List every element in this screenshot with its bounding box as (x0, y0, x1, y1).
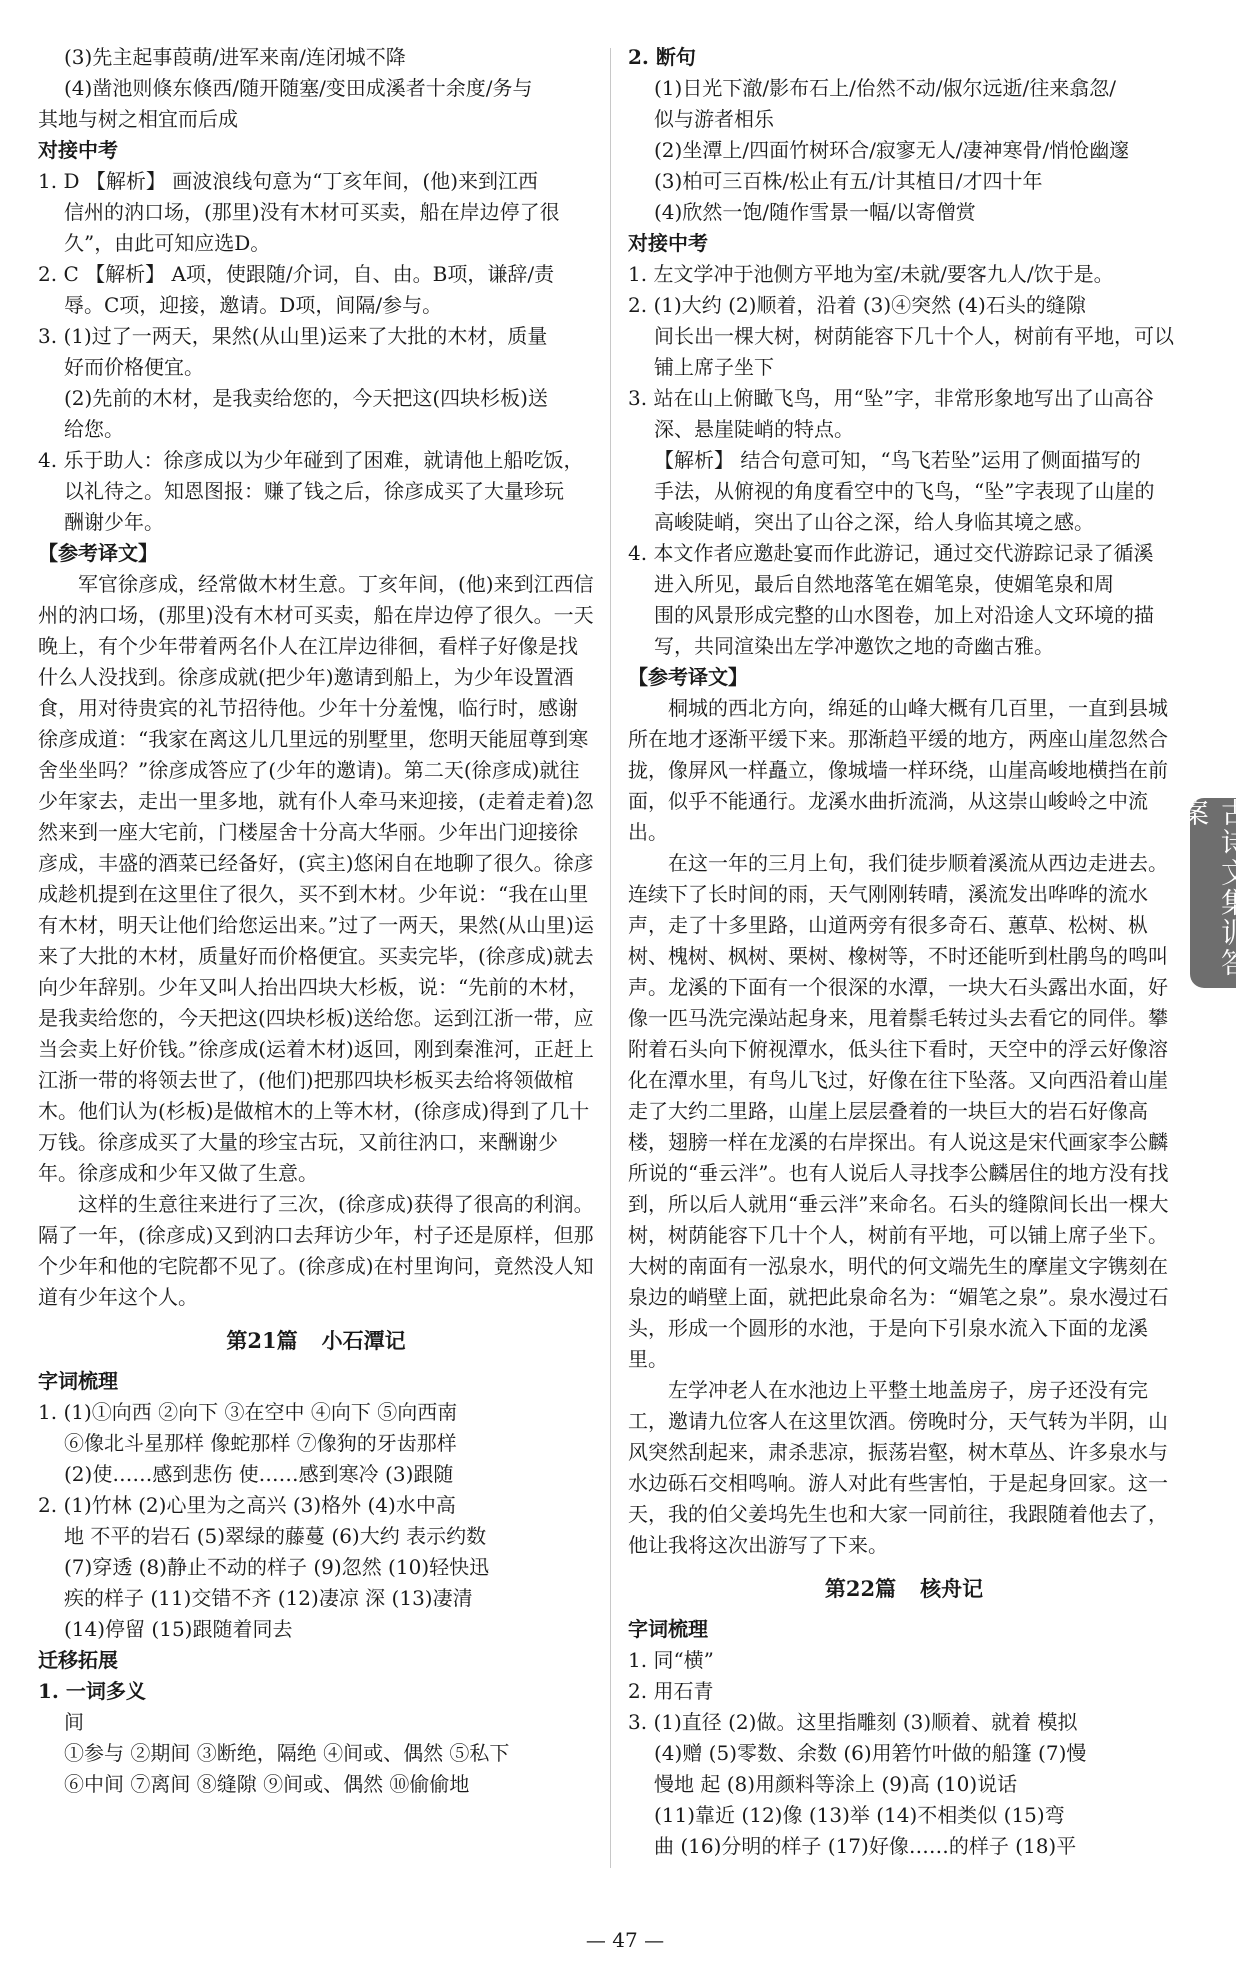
answer-line: 2. C 【解析】 A项，使跟随/介词，自、由。B项，谦辞/责 (38, 262, 555, 286)
answer-line: 以礼待之。知恩图报：赚了钱之后，徐彦成买了大量珍玩 (64, 479, 564, 503)
answer-line: (4)赠 (5)零数、余数 (6)用箬竹叶做的船篷 (7)慢 (654, 1741, 1087, 1765)
answer-line: 【解析】 结合句意可知，“鸟飞若坠”运用了侧面描写的 (654, 448, 1141, 472)
answer-line: 给您。 (64, 417, 124, 441)
answer-line: (14)停留 (15)跟随着同去 (64, 1617, 293, 1641)
answer-line: 1. 一词多义 (38, 1679, 146, 1703)
translation-paragraph: 军官徐彦成，经常做木材生意。丁亥年间，(他)来到江西信州的汭口场，(那里)没有木材可买卖，船在岸边停了很久。一天晚上，有个少年带着两名仆人在江岸边徘徊，看样子好像是找什么人没找到。徐彦成就(把少年)邀请到船上，为少年设置酒食，用对待贵宾的礼节招待他。少年十分羞愧，临行时，感谢徐彦成道：“我家在离这儿几里远的别墅里，您明天能屈尊到寒舍坐坐吗？”徐彦成答应了(少年的邀请)。第二天(徐彦成)就往少年家去，走出一里多地，就有仆人牵马来迎接，(走着走着)忽然来到一座大宅前，门楼屋舍十分高大华丽。少年出门迎接徐彦成，丰盛的酒菜已经备好，(宾主)悠闲自在地聊了很久。徐彦成趁机提到在这里住了很久，买不到木材。少年说：“我在山里有木材，明天让他们给您运出来。”过了一两天，果然(从山里)运来了大批的木材，质量好而价格便宜。买卖完毕，(徐彦成)就去向少年辞别。少年又叫人抬出四块大杉板，说：“先前的木材，是我卖给您的，今天把这(四块杉板)送给您。运到江浙一带，应当会卖上好价钱。”徐彦成(运着木材)返回，刚到秦淮河，正赶上江浙一带的将领去世了，(他们)把那四块杉板买去给将领做棺木。他们认为(杉板)是做棺木的上等木材，(徐彦成)得到了几十万钱。徐彦成买了大量的珍宝古玩，又前往汭口，来酬谢少年。徐彦成和少年又做了生意。 (38, 572, 594, 1185)
answer-line: 2. 用石青 (628, 1679, 714, 1703)
right-column (628, 42, 1180, 1862)
answer-line: 4. 乐于助人：徐彦成以为少年碰到了困难，就请他上船吃饭， (38, 448, 584, 472)
answer-line: ⑥中间 ⑦离间 ⑧缝隙 ⑨间或、偶然 ⑩偷偷地 (64, 1772, 470, 1796)
section-heading: 字词梳理 (628, 1617, 708, 1641)
answer-line: (2)坐潭上/四面竹树环合/寂寥无人/凄神寒骨/悄怆幽邃 (654, 138, 1130, 162)
answer-line: 地 不平的岩石 (5)翠绿的藤蔓 (6)大约 表示约数 (64, 1524, 487, 1548)
answer-line: 进入所见，最后自然地落笔在媚笔泉，使媚笔泉和周 (654, 572, 1114, 596)
answer-line: (3)先主起事葭萌/进军来南/连闭城不降 (64, 45, 406, 69)
answer-line: 围的风景形成完整的山水图卷，加上对沿途人文环境的描 (654, 603, 1154, 627)
chapter-title: 核舟记 (920, 1576, 984, 1601)
answer-line: 辱。C项，迎接，邀请。D项，间隔/参与。 (64, 293, 443, 317)
answer-line: 2. 断句 (628, 45, 696, 69)
answer-line: 曲 (16)分明的样子 (17)好像……的样子 (18)平 (654, 1834, 1077, 1858)
answer-line: 3. 站在山上俯瞰飞鸟，用“坠”字，非常形象地写出了山高谷 (628, 386, 1154, 410)
answer-line: 间 (64, 1710, 84, 1734)
answer-line: (7)穿透 (8)静止不动的样子 (9)忽然 (10)轻快迅 (64, 1555, 490, 1579)
answer-line: 2. (1)大约 (2)顺着，沿着 (3)④突然 (4)石头的缝隙 (628, 293, 1086, 317)
column-divider (610, 48, 611, 1868)
chapter-heading (38, 1325, 594, 1356)
answer-line: 慢地 起 (8)用颜料等涂上 (9)高 (10)说话 (654, 1772, 1018, 1796)
answer-line: ⑥像北斗星那样 像蛇那样 ⑦像狗的牙齿那样 (64, 1431, 457, 1455)
answer-line: 间长出一棵大树，树荫能容下几十个人，树前有平地，可以 (654, 324, 1174, 348)
page-number: — 47 — (585, 1928, 665, 1952)
answer-line: 写，共同渲染出左学冲邀饮之地的奇幽古雅。 (654, 634, 1054, 658)
left-column (38, 42, 594, 1800)
answer-line: 1. D 【解析】 画波浪线句意为“丁亥年间，(他)来到江西 (38, 169, 539, 193)
answer-line: 3. (1)直径 (2)做。这里指雕刻 (3)顺着、就着 模拟 (628, 1710, 1078, 1734)
answer-line: (3)柏可三百株/松止有五/计其植日/才四十年 (654, 169, 1043, 193)
answer-line: 似与游者相乐 (654, 107, 774, 131)
answer-line: 久”，由此可知应选D。 (64, 231, 271, 255)
answer-line: 信州的汭口场，(那里)没有木材可买卖，船在岸边停了很 (64, 200, 560, 224)
section-heading: 字词梳理 (38, 1369, 118, 1393)
answer-line: 1. 左文学冲于池侧方平地为室/未就/要客九人/饮于是。 (628, 262, 1114, 286)
answer-line: (2)先前的木材，是我卖给您的，今天把这(四块杉板)送 (64, 386, 548, 410)
answer-line: (4)凿池则倏东倏西/随开随塞/变田成溪者十余度/务与 (64, 76, 533, 100)
answer-line: ①参与 ②期间 ③断绝，隔绝 ④间或、偶然 ⑤私下 (64, 1741, 510, 1765)
answer-line: 深、悬崖陡峭的特点。 (654, 417, 854, 441)
section-heading: 对接中考 (628, 231, 708, 255)
answer-line: 好而价格便宜。 (64, 355, 204, 379)
chapter-number: 第21篇 (226, 1328, 298, 1353)
answer-line: 疾的样子 (11)交错不齐 (12)凄凉 深 (13)凄清 (64, 1586, 473, 1610)
translation-paragraph: 左学冲老人在水池边上平整土地盖房子，房子还没有完工，邀请九位客人在这里饮酒。傍晚时分，天气转为半阴，山风突然刮起来，肃杀悲凉，振荡岩壑，树木草丛、许多泉水与水边砾石交相鸣响。游人对此有些害怕，于是起身回家。这一天，我的伯父姜坞先生也和大家一同前往，我跟随着他去了，他让我将这次出游写了下来。 (628, 1378, 1168, 1557)
answer-line: 3. (1)过了一两天，果然(从山里)运来了大批的木材，质量 (38, 324, 548, 348)
chapter-title: 小石潭记 (321, 1328, 406, 1353)
answer-line: (11)靠近 (12)像 (13)举 (14)不相类似 (15)弯 (654, 1803, 1065, 1827)
answer-line: (2)使……感到悲伤 使……感到寒冷 (3)跟随 (64, 1462, 454, 1486)
answer-line: 铺上席子坐下 (654, 355, 774, 379)
section-heading: 迁移拓展 (38, 1648, 118, 1672)
answer-line: 手法，从俯视的角度看空中的飞鸟，“坠”字表现了山崖的 (654, 479, 1155, 503)
answer-line: 其地与树之相宜而后成 (38, 107, 238, 131)
chapter-heading (628, 1573, 1180, 1604)
chapter-number: 第22篇 (824, 1576, 897, 1601)
section-heading: 对接中考 (38, 138, 118, 162)
side-tab: 古诗文集训答案 (1190, 798, 1236, 988)
translation-paragraph: 在这一年的三月上旬，我们徒步顺着溪流从西边走进去。连续下了长时间的雨，天气刚刚转晴，溪流发出哗哗的流水声，走了十多里路，山道两旁有很多奇石、蕙草、松树、枞树、槐树、枫树、栗树、橡树等，不时还能听到杜鹃鸟的鸣叫声。龙溪的下面有一个很深的水潭，一块大石头露出水面，好像一匹马洗完澡站起身来，甩着鬃毛转过头去看它的同伴。攀附着石头向下俯视潭水，低头往下看时，天空中的浮云好像溶化在潭水里，有鸟儿飞过，好像在往下坠落。又向西沿着山崖走了大约二里路，山崖上层层叠着的一块巨大的岩石好像高楼，翅膀一样在龙溪的右岸探出。有人说这是宋代画家李公麟所说的“垂云泮”。也有人说后人寻找李公麟居住的地方没有找到，所以后人就用“垂云泮”来命名。石头的缝隙间长出一棵大树，树荫能容下几十个人，树前有平地，可以铺上席子坐下。大树的南面有一泓泉水，明代的何文端先生的摩崖文字镌刻在泉边的峭壁上面，就把此泉命名为：“媚笔之泉”。泉水漫过石头，形成一个圆形的水池，于是向下引泉水流入下面的龙溪里。 (628, 851, 1169, 1371)
answer-line: 酬谢少年。 (64, 510, 164, 534)
answer-line: 2. (1)竹林 (2)心里为之高兴 (3)格外 (4)水中高 (38, 1493, 456, 1517)
section-heading: 【参考译文】 (38, 541, 158, 565)
section-heading: 【参考译文】 (628, 665, 748, 689)
answer-line: (4)欣然一饱/随作雪景一幅/以寄僧赏 (654, 200, 976, 224)
answer-line: (1)日光下澈/影布石上/佁然不动/俶尔远逝/往来翕忽/ (654, 76, 1117, 100)
answer-line: 4. 本文作者应邀赴宴而作此游记，通过交代游踪记录了循溪 (628, 541, 1154, 565)
answer-line: 1. (1)①向西 ②向下 ③在空中 ④向下 ⑤向西南 (38, 1400, 458, 1424)
answer-line: 高峻陡峭，突出了山谷之深，给人身临其境之感。 (654, 510, 1094, 534)
answer-line: 1. 同“横” (628, 1648, 714, 1672)
translation-paragraph: 这样的生意往来进行了三次，(徐彦成)获得了很高的利润。隔了一年，(徐彦成)又到汭口去拜访少年，村子还是原样，但那个少年和他的宅院都不见了。(徐彦成)在村里询问，竟然没人知道有少年这个人。 (38, 1192, 594, 1309)
translation-paragraph: 桐城的西北方向，绵延的山峰大概有几百里，一直到县城所在地才逐渐平缓下来。那渐趋平缓的地方，两座山崖忽然合拢，像屏风一样矗立，像城墙一样环绕，山崖高峻地横挡在前面，似乎不能通行。龙溪水曲折流淌，从这崇山峻岭之中流出。 (628, 696, 1168, 844)
